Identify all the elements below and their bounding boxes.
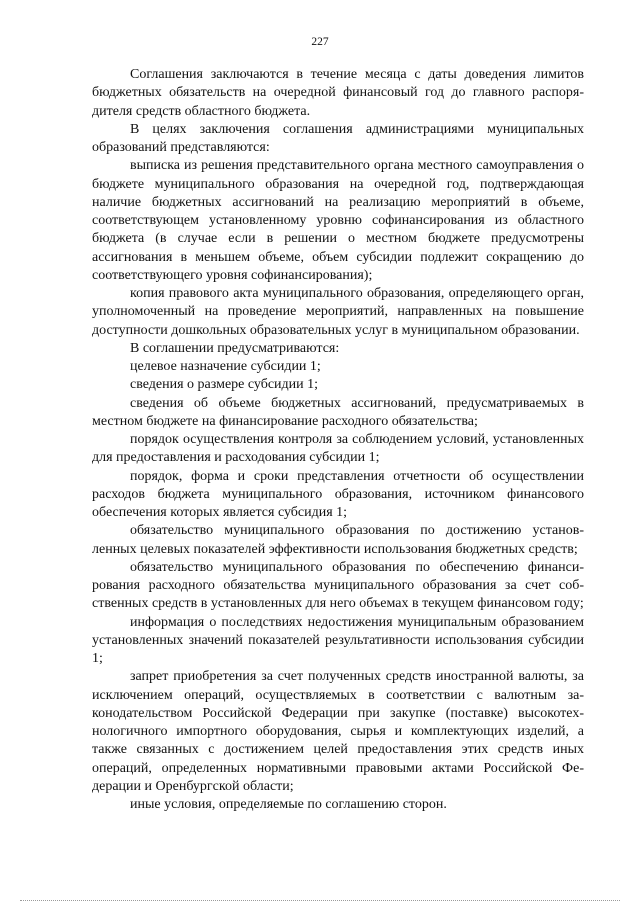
paragraph-target-purpose: целевое назначение субсидии 1; — [130, 359, 321, 374]
paragraph-subsidy-amount: сведения о размере субсидии 1; — [130, 377, 319, 393]
paragraph-agreement-term: Соглашения заключаются в течение месяца с даты доведения лимитов бюджетных обязательств на очередной финансовый год до главного распорядителя средств областного бюджета. — [92, 67, 584, 119]
paragraph-targets-obligation: обязательство муниципального образования по достижению установленных целевых показателей эффективности использования бюджетных средств; — [92, 523, 584, 557]
paragraph-budget-extract: выписка из решения представительного органа местного самоуправления о бюджете муниципального образования на очередной год, подтверждающая наличие бюджетных ассигнований на реализацию мероприятий в объеме, соответствующем установленному уровню софинансирования из областного бюджета (в случае если в решении о местном бюджете предусмотрены ассигнования в меньшем объеме, объем субсидии подлежит сокращению до соответствующего уровня софинансирования); — [92, 158, 584, 283]
paragraph-reporting-procedure: порядок, форма и сроки представления отчетности об осуществлении расходов бюджета муниципального образования, источником финансового обеспечения которых является субсидия 1; — [92, 468, 584, 520]
paragraph-legal-act-copy: копия правового акта муниципального образования, определяющего орган, уполномоченный на проведение мероприятий, направленных на повышение доступности дошкольных образовательных услуг в муниципальном образовании. — [92, 286, 584, 338]
scan-edge-artifact — [20, 900, 620, 902]
paragraph-non-achievement-consequences: информация о последствиях недостижения муниципальным образованием установленных значений показателей результативности использования субсидии 1; — [92, 614, 584, 666]
page-number: 227 — [311, 36, 329, 48]
paragraph-budget-allocations: сведения об объеме бюджетных ассигнований, предусматриваемых в местном бюджете на финансирование расходного обязательства; — [92, 395, 584, 429]
paragraph-currency-purchase-ban: запрет приобретения за счет полученных средств иностранной валюты, за исключением операций, осуществляемых в соответствии с валютным законодательством Российской Федерации при закупке (поставке) высокотехнологичного импортного оборудования, сырья и комплектующих изделий, а также связанных с достижением целей предоставления этих средств иных операций, определенных нормативными правовыми актами Российской Федерации и Оренбургской области; — [92, 669, 584, 794]
paragraph-agreement-contents-intro: В соглашении предусматриваются: — [130, 340, 340, 356]
paragraph-control-procedure: порядок осуществления контроля за соблюдением условий, установленных для предоставления и расходования субсидии 1; — [92, 432, 584, 466]
document-body — [92, 66, 584, 814]
paragraph-documents-intro: В целях заключения соглашения администрациями муниципальных образований представляются: — [92, 121, 584, 155]
paragraph-other-conditions: иные условия, определяемые по соглашению сторон. — [130, 797, 447, 812]
paragraph-cofinancing-obligation: обязательство муниципального образования по обеспечению финансирования расходного обязательства муниципального образования за счет собственных средств в установленных для него объемах в текущем финансовом году; — [92, 559, 584, 612]
